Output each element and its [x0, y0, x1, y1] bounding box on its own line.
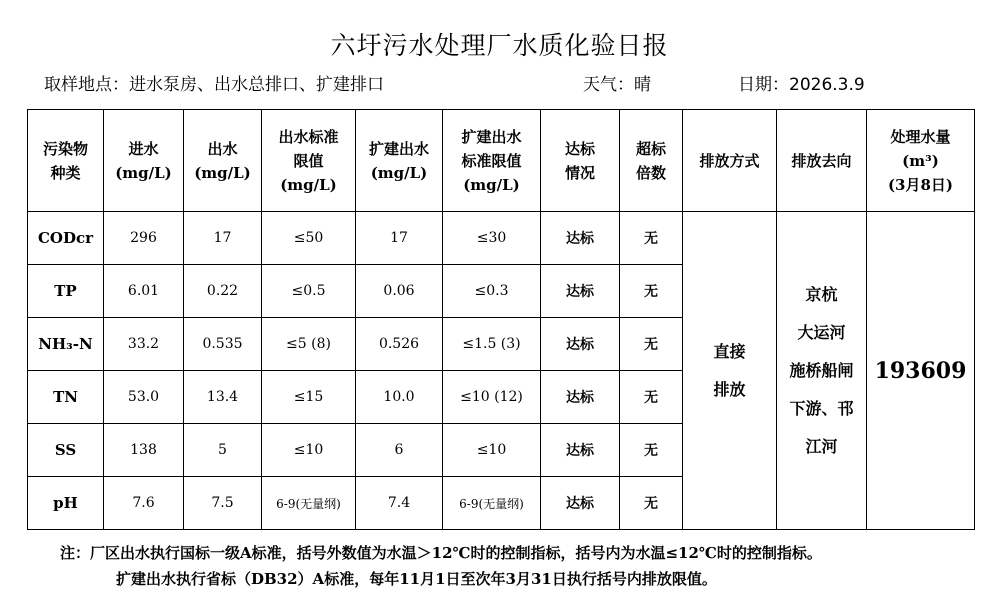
- inflow-cell: 6.01: [104, 265, 184, 318]
- ext-out-cell: 7.4: [356, 477, 443, 530]
- table-row: [28, 212, 975, 265]
- header-pollutant: 污染物 种类: [28, 110, 104, 212]
- out-limit-cell: 6-9(无量纲): [262, 477, 356, 530]
- status-cell: 达标: [541, 371, 620, 424]
- header-out-limit: 出水标准 限值 (mg/L): [262, 110, 356, 212]
- header-status: 达标 情况: [541, 110, 620, 212]
- pollutant-cell: TP: [28, 265, 104, 318]
- header-discharge-dest: 排放去向: [777, 110, 867, 212]
- ext-limit-cell: ≤0.3: [443, 265, 541, 318]
- discharge-method-cell: 直接 排放: [683, 212, 777, 530]
- sampling-location: 取样地点：进水泵房、出水总排口、扩建排口: [44, 75, 384, 95]
- outflow-cell: 5: [184, 424, 262, 477]
- outflow-cell: 13.4: [184, 371, 262, 424]
- header-exceed: 超标 倍数: [620, 110, 683, 212]
- ext-out-cell: 6: [356, 424, 443, 477]
- ext-out-cell: 10.0: [356, 371, 443, 424]
- status-cell: 达标: [541, 212, 620, 265]
- ext-limit-cell: ≤10 (12): [443, 371, 541, 424]
- status-cell: 达标: [541, 424, 620, 477]
- weather: 天气：晴: [583, 75, 651, 95]
- ext-limit-cell: ≤1.5 (3): [443, 318, 541, 371]
- outflow-cell: 0.535: [184, 318, 262, 371]
- inflow-cell: 33.2: [104, 318, 184, 371]
- ext-out-cell: 0.526: [356, 318, 443, 371]
- inflow-cell: 296: [104, 212, 184, 265]
- pollutant-cell: SS: [28, 424, 104, 477]
- exceed-cell: 无: [620, 318, 683, 371]
- discharge-dest-cell: 京杭 大运河 施桥船闸 下游、邗 江河: [777, 212, 867, 530]
- inflow-cell: 138: [104, 424, 184, 477]
- outflow-cell: 17: [184, 212, 262, 265]
- ext-limit-cell: 6-9(无量纲): [443, 477, 541, 530]
- header-ext-limit: 扩建出水 标准限值 (mg/L): [443, 110, 541, 212]
- out-limit-cell: ≤0.5: [262, 265, 356, 318]
- header-outflow: 出水 (mg/L): [184, 110, 262, 212]
- exceed-cell: 无: [620, 371, 683, 424]
- status-cell: 达标: [541, 477, 620, 530]
- exceed-cell: 无: [620, 424, 683, 477]
- ext-out-cell: 0.06: [356, 265, 443, 318]
- note-line-2: 扩建出水执行省标（DB32）A标准，每年11月1日至次年3月31日执行括号内排放限值。: [116, 570, 717, 588]
- status-cell: 达标: [541, 265, 620, 318]
- header-row: [28, 110, 975, 212]
- report-date: 日期：2026.3.9: [738, 75, 865, 95]
- report-title: 六圩污水处理厂水质化验日报: [330, 31, 669, 60]
- header-discharge-method: 排放方式: [683, 110, 777, 212]
- outflow-cell: 0.22: [184, 265, 262, 318]
- status-cell: 达标: [541, 318, 620, 371]
- ext-out-cell: 17: [356, 212, 443, 265]
- water-quality-table: [27, 109, 975, 530]
- out-limit-cell: ≤50: [262, 212, 356, 265]
- pollutant-cell: CODcr: [28, 212, 104, 265]
- exceed-cell: 无: [620, 477, 683, 530]
- exceed-cell: 无: [620, 265, 683, 318]
- header-volume: 处理水量 (m³) (3月8日): [867, 110, 975, 212]
- outflow-cell: 7.5: [184, 477, 262, 530]
- pollutant-cell: pH: [28, 477, 104, 530]
- notes: [60, 540, 822, 592]
- pollutant-cell: TN: [28, 371, 104, 424]
- ext-limit-cell: ≤10: [443, 424, 541, 477]
- out-limit-cell: ≤5 (8): [262, 318, 356, 371]
- pollutant-cell: NH₃-N: [28, 318, 104, 371]
- out-limit-cell: ≤10: [262, 424, 356, 477]
- exceed-cell: 无: [620, 212, 683, 265]
- inflow-cell: 53.0: [104, 371, 184, 424]
- out-limit-cell: ≤15: [262, 371, 356, 424]
- header-ext-out: 扩建出水 (mg/L): [356, 110, 443, 212]
- header-inflow: 进水 (mg/L): [104, 110, 184, 212]
- inflow-cell: 7.6: [104, 477, 184, 530]
- note-line-1: 注：厂区出水执行国标一级A标准，括号外数值为水温＞12℃时的控制指标，括号内为水温≤12℃时的控制指标。: [60, 544, 822, 562]
- volume-cell: 193609: [867, 212, 975, 530]
- ext-limit-cell: ≤30: [443, 212, 541, 265]
